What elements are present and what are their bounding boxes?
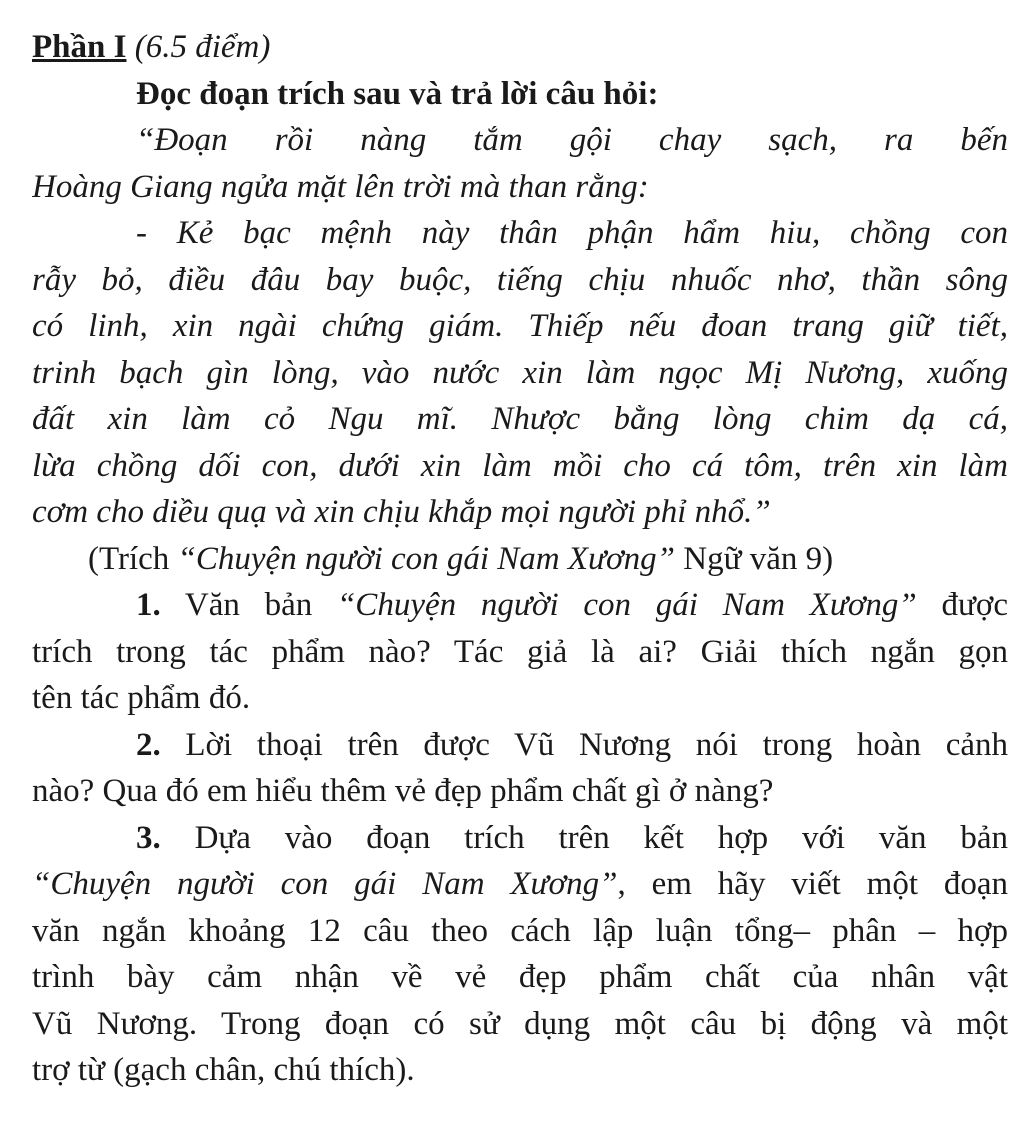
source-suffix: Ngữ văn 9): [675, 540, 834, 577]
instruction: Đọc đoạn trích sau và trả lời câu hỏi:: [136, 75, 659, 112]
work-title: “Chuyện người con gái Nam Xương”: [336, 587, 917, 623]
exam-document: [32, 24, 1008, 1094]
question-3-line: trình bày cảm nhận về vẻ đẹp phẩm chất của nhân vật: [32, 959, 1008, 995]
question-text: được: [916, 587, 1008, 623]
excerpt-line: - Kẻ bạc mệnh này thân phận hẩm hiu, chồng con: [136, 215, 1008, 251]
excerpt-line: có linh, xin ngài chứng giám. Thiếp nếu đoan trang giữ tiết,: [32, 308, 1008, 344]
question-3-line: [32, 815, 1008, 862]
part-label: Phần I: [32, 29, 127, 65]
question-number: 3.: [136, 819, 161, 856]
part-heading: [32, 24, 1008, 71]
excerpt-line: “Đoạn rồi nàng tắm gội chay sạch, ra bến: [136, 122, 1008, 158]
question-3-line: trợ từ (gạch chân, chú thích).: [32, 1052, 415, 1088]
excerpt-line: đất xin làm cỏ Ngu mĩ. Nhược bằng lòng chim dạ cá,: [32, 401, 1008, 437]
excerpt-line: cơm cho diều quạ và xin chịu khắp mọi người phỉ nhổ.”: [32, 494, 771, 530]
question-1-line: trích trong tác phẩm nào? Tác giả là ai? Giải thích ngắn gọn: [32, 633, 1008, 670]
question-2-line: [32, 722, 1008, 769]
question-text: Văn bản: [160, 587, 337, 623]
question-number: 2.: [136, 726, 161, 763]
question-3-line: [32, 861, 1008, 908]
question-3-line: văn ngắn khoảng 12 câu theo cách lập luận tổng– phân – hợp: [32, 912, 1008, 949]
excerpt-line: trinh bạch gìn lòng, vào nước xin làm ngọc Mị Nương, xuống: [32, 354, 1008, 391]
source-citation: [32, 536, 1008, 583]
question-1-line: [32, 582, 1008, 629]
source-title: “Chuyện người con gái Nam Xương”: [177, 540, 676, 577]
question-number: 1.: [136, 587, 161, 623]
excerpt-line: Hoàng Giang ngửa mặt lên trời mà than rằng:: [32, 168, 649, 205]
source-prefix: (Trích: [88, 540, 178, 577]
excerpt-line: lừa chồng dối con, dưới xin làm mồi cho cá tôm, trên xin làm: [32, 447, 1008, 484]
question-text: Lời thoại trên được Vũ Nương nói trong hoàn cảnh: [160, 726, 1008, 763]
question-2-line: nào? Qua đó em hiểu thêm vẻ đẹp phẩm chất gì ở nàng?: [32, 773, 774, 809]
question-1-line: tên tác phẩm đó.: [32, 680, 251, 716]
work-title: “Chuyện người con gái Nam Xương”: [32, 866, 618, 902]
part-points: (6.5 điểm): [134, 29, 271, 65]
question-3-line: Vũ Nương. Trong đoạn có sử dụng một câu bị động và một: [32, 1005, 1008, 1042]
question-text: , em hãy viết một đoạn: [617, 866, 1008, 902]
excerpt-line: rẫy bỏ, điều đâu bay buộc, tiếng chịu nhuốc nhơ, thần sông: [32, 261, 1008, 298]
question-text: Dựa vào đoạn trích trên kết hợp với văn bản: [160, 819, 1008, 856]
